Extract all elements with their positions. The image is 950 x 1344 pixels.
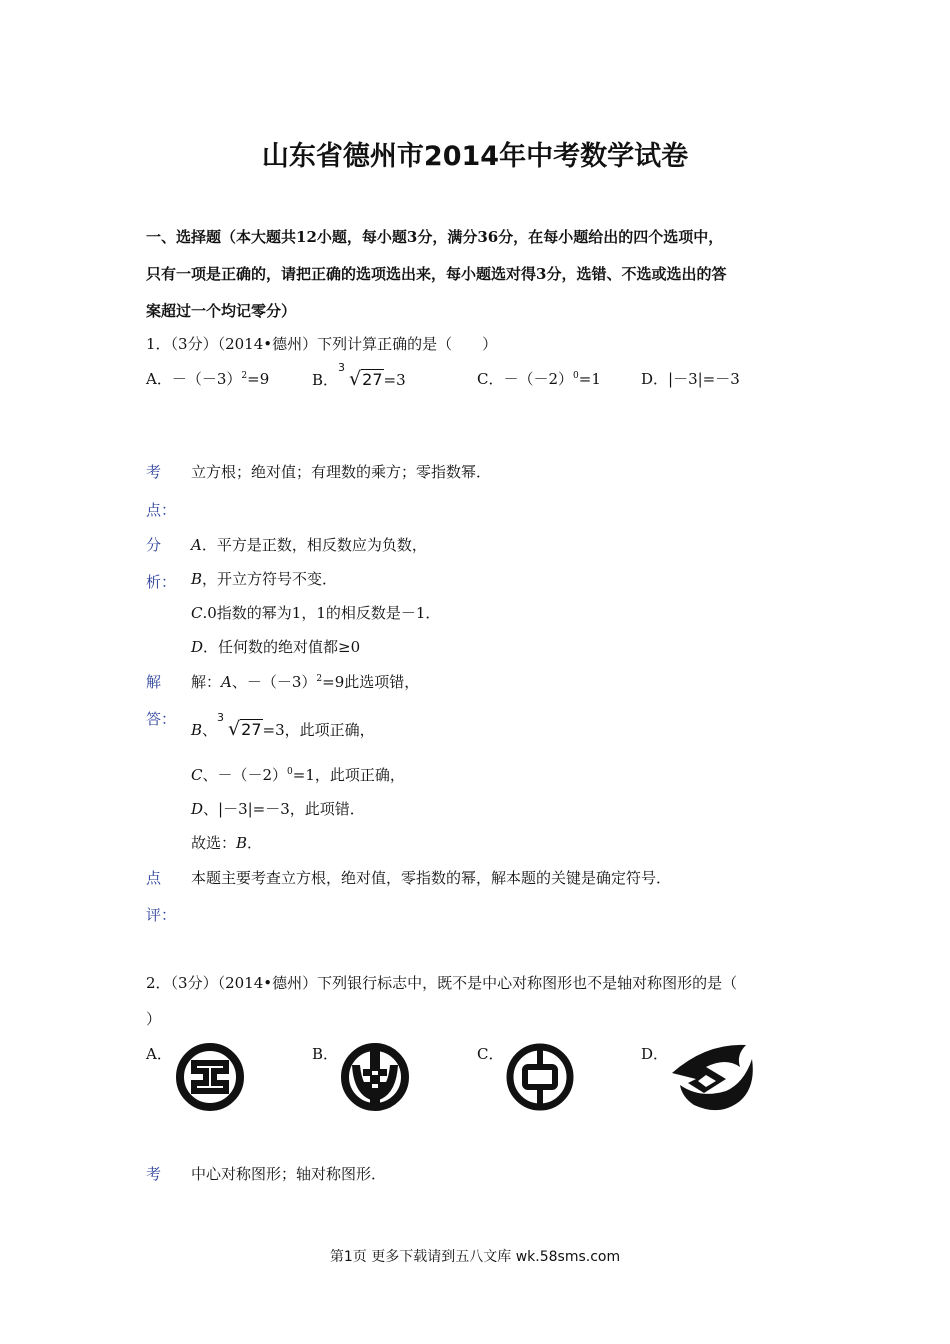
q2-stem-line-2: ）	[146, 1010, 162, 1028]
section-instruction-line-2: 只有一项是正确的，请把正确的选项选出来，每小题选对得3分，选错、不选或选出的答	[146, 265, 727, 283]
q1-jieda-line-5-suffix: ．	[247, 834, 263, 852]
q1-option-b	[312, 361, 406, 390]
radical-sign-icon: √	[228, 718, 241, 740]
q1-jieda-line-2-suffix: =3，此项正确，	[262, 721, 375, 739]
q1-jieda-line-1-suffix: =9此选项错，	[322, 673, 420, 691]
q1-option-b-suffix: =3	[383, 371, 406, 389]
q1-jieda-line-3	[191, 764, 405, 785]
q1-jieda-line-4-text: 、|－3|=－3，此项错．	[203, 800, 365, 818]
q1-option-c-exponent: 0	[573, 371, 579, 381]
section-instruction-line-3: 案超过一个均记零分）	[146, 302, 297, 320]
q1-jieda-line-1	[191, 671, 419, 692]
q1-fenxi-label-1: 分	[146, 536, 162, 554]
option-letter: A	[221, 673, 232, 691]
q1-fenxi-line-3-text: .0指数的幂为1，1的相反数是－1．	[202, 604, 441, 622]
section-instruction-line-1: 一、选择题（本大题共12小题，每小题3分，满分36分，在每小题给出的四个选项中，	[146, 228, 724, 246]
q1-option-b-prefix: B．	[312, 371, 339, 389]
q1-option-c	[477, 368, 601, 389]
q2-option-b-label: B．	[312, 1045, 339, 1063]
q1-option-a-suffix: =9	[247, 370, 270, 388]
page-title: 山东省德州市2014年中考数学试卷	[261, 141, 689, 172]
radicand: 27	[362, 370, 383, 389]
q1-jieda-label-2: 答：	[146, 710, 177, 728]
q1-jieda-line-3-suffix: =1，此项正确，	[292, 766, 405, 784]
icbc-bank-logo-icon	[174, 1041, 246, 1113]
q1-fenxi-line-4	[191, 636, 360, 657]
q1-jieda-line-1-exponent: 2	[316, 674, 323, 684]
q1-jieda-line-3-exponent: 0	[287, 767, 293, 777]
q1-fenxi-line-4-text: ．任何数的绝对值都≥0	[203, 638, 361, 656]
q1-option-c-prefix: C．－（－2）	[477, 370, 574, 388]
q2-kaodian-text: 中心对称图形；轴对称图形．	[191, 1165, 387, 1183]
q2-option-a-label: A．	[146, 1045, 172, 1063]
q2-option-c-label: C．	[477, 1045, 504, 1063]
q1-jieda-line-1-mid: 、－（－3）	[231, 673, 317, 691]
q1-option-d: D．|－3|=－3	[641, 370, 740, 388]
q1-fenxi-line-2-text: ，开立方符号不变．	[202, 570, 338, 588]
q1-dianping-label-2: 评：	[146, 906, 177, 924]
option-letter: C	[191, 766, 203, 784]
root-index: 3	[338, 361, 346, 374]
root-index: 3	[217, 711, 225, 724]
q1-dianping-label-1: 点	[146, 869, 162, 887]
cube-root-expression	[217, 711, 262, 740]
q1-option-a	[146, 368, 269, 389]
q1-kaodian-label-1: 考	[146, 463, 162, 481]
q1-fenxi-label-2: 析：	[146, 573, 177, 591]
q1-jieda-line-5-prefix: 故选：	[191, 834, 237, 852]
q2-stem-line-1: 2．（3分）（2014•德州）下列银行标志中，既不是中心对称图形也不是轴对称图形的是（	[146, 974, 738, 992]
q1-option-a-exponent: 2	[241, 371, 248, 381]
boc-bank-logo-icon	[503, 1039, 577, 1113]
option-letter: D	[191, 638, 204, 656]
q1-jieda-line-2-mid: 、	[202, 721, 218, 739]
q1-fenxi-line-1	[191, 534, 427, 555]
q1-jieda-label-1: 解	[146, 673, 162, 691]
q1-jieda-line-4	[191, 798, 365, 819]
q2-kaodian-label-1: 考	[146, 1165, 162, 1183]
option-letter: B	[236, 834, 248, 852]
abc-bank-logo-icon	[338, 1039, 412, 1113]
q1-fenxi-line-3	[191, 602, 440, 623]
q1-jieda-line-3-mid: 、－（－2）	[202, 766, 288, 784]
q2-option-d-label: D．	[641, 1045, 669, 1063]
ccb-bank-logo-icon	[666, 1039, 756, 1115]
radicand: 27	[241, 720, 262, 739]
q1-jieda-line-1-prefix: 解：	[191, 673, 222, 691]
radical-sign-icon: √	[349, 368, 362, 390]
q1-stem: 1．（3分）（2014•德州）下列计算正确的是（ ）	[146, 335, 498, 353]
cube-root-expression	[338, 361, 383, 390]
option-letter: D	[191, 800, 204, 818]
page-footer: 第1页 更多下载请到五八文库 wk.58sms.com	[329, 1249, 621, 1265]
q1-jieda-line-5	[191, 832, 262, 853]
q1-kaodian-text: 立方根；绝对值；有理数的乘方；零指数幂．	[191, 463, 492, 481]
q1-kaodian-label-2: 点：	[146, 501, 177, 519]
option-letter: B	[191, 570, 203, 588]
q1-option-a-prefix: A．－（－3）	[146, 370, 242, 388]
q1-dianping-text: 本题主要考查立方根，绝对值，零指数的幂，解本题的关键是确定符号．	[191, 869, 672, 887]
q1-jieda-line-2	[191, 711, 375, 740]
q1-fenxi-line-1-text: ．平方是正数，相反数应为负数，	[201, 536, 427, 554]
q1-option-c-suffix: =1	[578, 370, 601, 388]
option-letter: A	[191, 536, 202, 554]
q1-fenxi-line-2	[191, 568, 337, 589]
option-letter: C	[191, 604, 203, 622]
option-letter: B	[191, 721, 203, 739]
